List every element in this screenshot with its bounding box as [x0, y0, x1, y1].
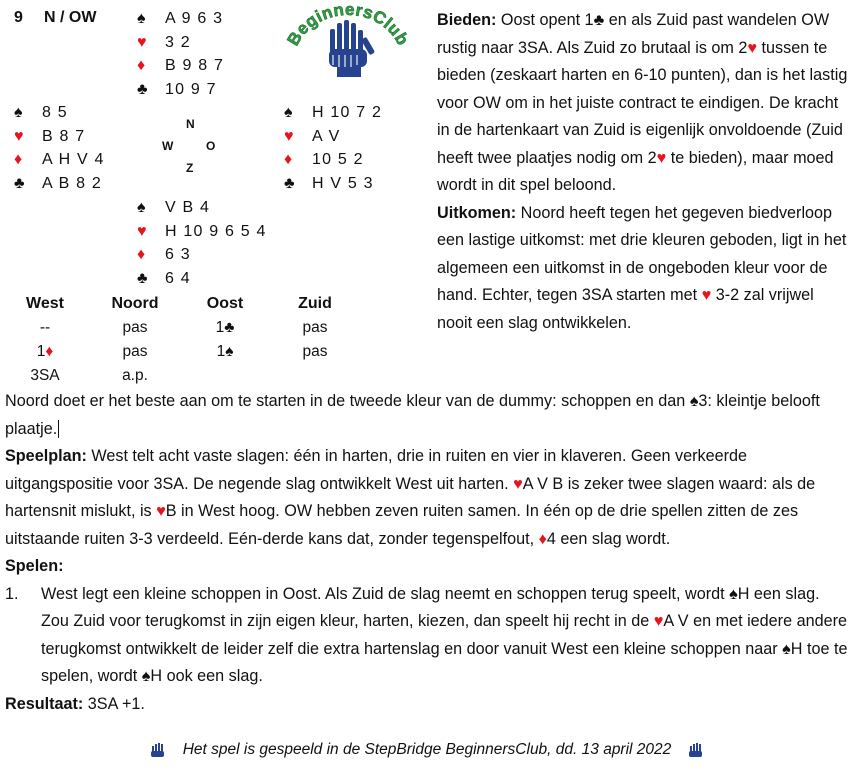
compass-west: W — [162, 139, 174, 153]
analysis-body — [5, 388, 850, 718]
spelen-part: H een slag. Zou Zuid voor terugkomst in zijn eigen kleur, harten, kiezen, dan speelt hij recht in de — [41, 584, 820, 630]
uitkomen-paragraph — [437, 200, 849, 338]
speelplan-text: B in West hoog. OW hebben zeven ruiten samen. In één op de drie spellen zitten de zes uitstaande ruiten 3-3 verdeeld. Eén-derde kans dat, zonder tegenspelfout, — [5, 502, 799, 548]
bid-level: 1 — [216, 343, 226, 360]
heart-icon: ♥ — [14, 127, 25, 145]
hand-icon — [686, 741, 706, 759]
east-hand — [284, 101, 382, 195]
uitkomen-text: 3-2 zal vrijwel nooit een slag ontwikkelen. — [437, 286, 814, 332]
diamond-icon: ♦ — [14, 151, 24, 168]
bid-cell: pas — [122, 343, 148, 360]
spelen-part: H toe te spelen, wordt — [41, 639, 848, 685]
bieden-text: tussen te bieden (zeskaart harten en 6-10 punten), dan is het lastig voor OW om in het juiste contract te eindigen. De kracht in de hartenkaart van Zuid is eigenlijk onvoldoende (Zuid heeft twee plaatjes nodig om 2 — [437, 38, 848, 167]
north-clubs: 10 9 7 — [165, 80, 217, 98]
bieden-paragraph — [437, 7, 849, 200]
north-hearts: 3 2 — [165, 33, 191, 51]
noord-doet-text: 3: kleintje belooft plaatje. — [5, 392, 820, 438]
east-spades: H 10 7 2 — [312, 104, 383, 121]
bid-cell: -- — [39, 319, 51, 336]
uitkomen-label: Uitkomen: — [437, 203, 517, 222]
dealer-vulnerability: N / OW — [44, 9, 97, 26]
west-diamonds: A H V 4 — [42, 151, 105, 168]
hand-icon — [148, 741, 168, 759]
bidding-row — [0, 364, 360, 388]
bid-cell: a.p. — [122, 367, 148, 384]
deal-number: 9 — [14, 9, 23, 26]
north-spades: A 9 6 3 — [165, 10, 224, 27]
spelen-part: A V en met iedere andere terugkomst ontwikkelt de leider zelf die extra hartenslag en door vanuit West een kleine schoppen naar — [41, 612, 847, 658]
east-clubs: H V 5 3 — [312, 174, 374, 192]
bid-cell — [180, 364, 270, 388]
resultaat-value: 3SA +1. — [83, 694, 145, 713]
heart-icon: ♥ — [747, 38, 758, 57]
east-hearts: A V — [312, 127, 341, 145]
resultaat-paragraph — [5, 691, 850, 719]
diamond-icon: ♦ — [45, 343, 54, 360]
north-hand — [137, 7, 224, 101]
bidding-row — [0, 340, 360, 364]
speelplan-label: Speelplan: — [5, 447, 87, 465]
north-diamonds: B 9 8 7 — [165, 57, 225, 74]
bieden-label: Bieden: — [437, 11, 497, 29]
bieden-text: Oost opent 1 — [496, 11, 594, 29]
diamond-icon: ♦ — [137, 57, 147, 74]
beginnersclub-logo — [283, 3, 413, 81]
footer — [0, 741, 854, 759]
bid-cell: pas — [302, 343, 328, 360]
south-clubs: 6 4 — [165, 269, 191, 287]
bid-cell: pas — [122, 319, 148, 336]
speelplan-paragraph — [5, 443, 850, 553]
list-item — [5, 581, 850, 691]
bieden-text: te bieden), maar moed wordt in dit spel beloond. — [437, 148, 834, 194]
west-spades: 8 5 — [42, 104, 68, 121]
bid-cell: 3SA — [30, 367, 60, 384]
text-cursor — [58, 420, 59, 438]
south-hand — [137, 196, 267, 290]
club-icon: ♣ — [137, 80, 149, 98]
bidding-row — [0, 316, 360, 340]
heart-icon: ♥ — [653, 612, 664, 630]
noord-doet-paragraph — [5, 388, 850, 443]
south-diamonds: 6 3 — [165, 246, 191, 263]
spade-icon: ♠ — [137, 10, 147, 27]
spelen-part: West legt een kleine schoppen in Oost. Als Zuid de slag neemt en schoppen terug speelt, wordt — [41, 584, 730, 603]
bid-cell — [180, 340, 270, 364]
bid-level: 1 — [36, 343, 46, 360]
west-clubs: A B 8 2 — [42, 174, 102, 192]
diamond-icon: ♦ — [538, 529, 547, 548]
hand-icon — [283, 3, 413, 81]
bid-level: 1 — [215, 319, 225, 336]
commentary-column — [437, 7, 849, 337]
bid-cell — [270, 364, 360, 388]
bidding-table — [0, 292, 360, 388]
spade-icon: ♠ — [137, 199, 147, 216]
bid-header-zuid: Zuid — [298, 295, 332, 312]
list-number: 1. — [5, 584, 19, 603]
spade-icon: ♠ — [782, 639, 791, 658]
spade-icon: ♠ — [689, 392, 699, 410]
spade-icon: ♠ — [141, 667, 151, 685]
west-hand — [14, 101, 105, 195]
bid-cell — [0, 340, 90, 364]
uitkomen-text: Noord heeft tegen het gegeven biedverloop een lastige uitkomst: met drie kleuren geboden, ligt in het algemeen een uitkomst in de ongeboden kleur voor de hand. Echter, tegen 3SA starten met — [437, 203, 847, 304]
bieden-text: en als Zuid past wandelen OW rustig naar 3SA. Als Zuid zo brutaal is om 2 — [437, 11, 830, 57]
club-icon: ♣ — [14, 174, 26, 192]
resultaat-label: Resultaat: — [5, 694, 84, 713]
compass-east: O — [206, 139, 216, 153]
east-diamonds: 10 5 2 — [312, 151, 364, 168]
bid-cell: pas — [302, 319, 328, 336]
diamond-icon: ♦ — [284, 151, 294, 168]
speelplan-text: A V B is zeker twee slagen waard: als de hartensnit mislukt, is — [5, 474, 816, 520]
heart-icon: ♥ — [137, 222, 148, 240]
south-spades: V B 4 — [165, 199, 211, 216]
club-icon: ♣ — [137, 269, 149, 287]
south-hearts: H 10 9 6 5 4 — [165, 222, 267, 240]
bid-cell — [180, 316, 270, 340]
bid-header-west: West — [26, 295, 64, 312]
compass-north: N — [186, 117, 195, 131]
heart-icon: ♥ — [656, 148, 667, 167]
heart-icon: ♥ — [284, 127, 295, 145]
west-hearts: B 8 7 — [42, 127, 86, 145]
spade-icon: ♠ — [729, 584, 738, 603]
spelen-heading — [5, 553, 850, 581]
spade-icon: ♠ — [14, 104, 24, 121]
speelplan-text: West telt acht vaste slagen: één in harten, drie in ruiten en vier in klaveren. Geen verkeerde uitgangspositie voor 3SA. De negende slag ontwikkelt West uit harten. — [5, 447, 748, 493]
speelplan-text: 4 een slag wordt. — [546, 529, 671, 548]
heart-icon: ♥ — [137, 33, 148, 51]
spelen-label: Spelen: — [5, 557, 64, 575]
bid-header-noord: Noord — [111, 295, 159, 312]
heart-icon: ♥ — [513, 474, 523, 493]
footer-text: Het spel is gespeeld in de StepBridge BeginnersClub, dd. 13 april 2022 — [182, 741, 672, 759]
noord-doet-text: Noord doet er het beste aan om te starten in de tweede kleur van de dummy: schoppen en dan — [5, 392, 690, 410]
club-icon: ♣ — [593, 11, 605, 29]
club-icon: ♣ — [224, 319, 235, 336]
logo-text: BeginnersClub — [283, 3, 413, 49]
heart-icon: ♥ — [701, 286, 712, 304]
diamond-icon: ♦ — [137, 246, 147, 263]
spelen-text — [41, 581, 850, 691]
spade-icon: ♠ — [284, 104, 294, 121]
spelen-part: H ook een slag. — [150, 667, 263, 685]
compass-south: Z — [186, 161, 194, 175]
spade-icon: ♠ — [225, 343, 234, 360]
club-icon: ♣ — [284, 174, 296, 192]
heart-icon: ♥ — [156, 502, 166, 520]
bidding-header-row — [0, 292, 360, 316]
bid-header-oost: Oost — [206, 295, 244, 312]
